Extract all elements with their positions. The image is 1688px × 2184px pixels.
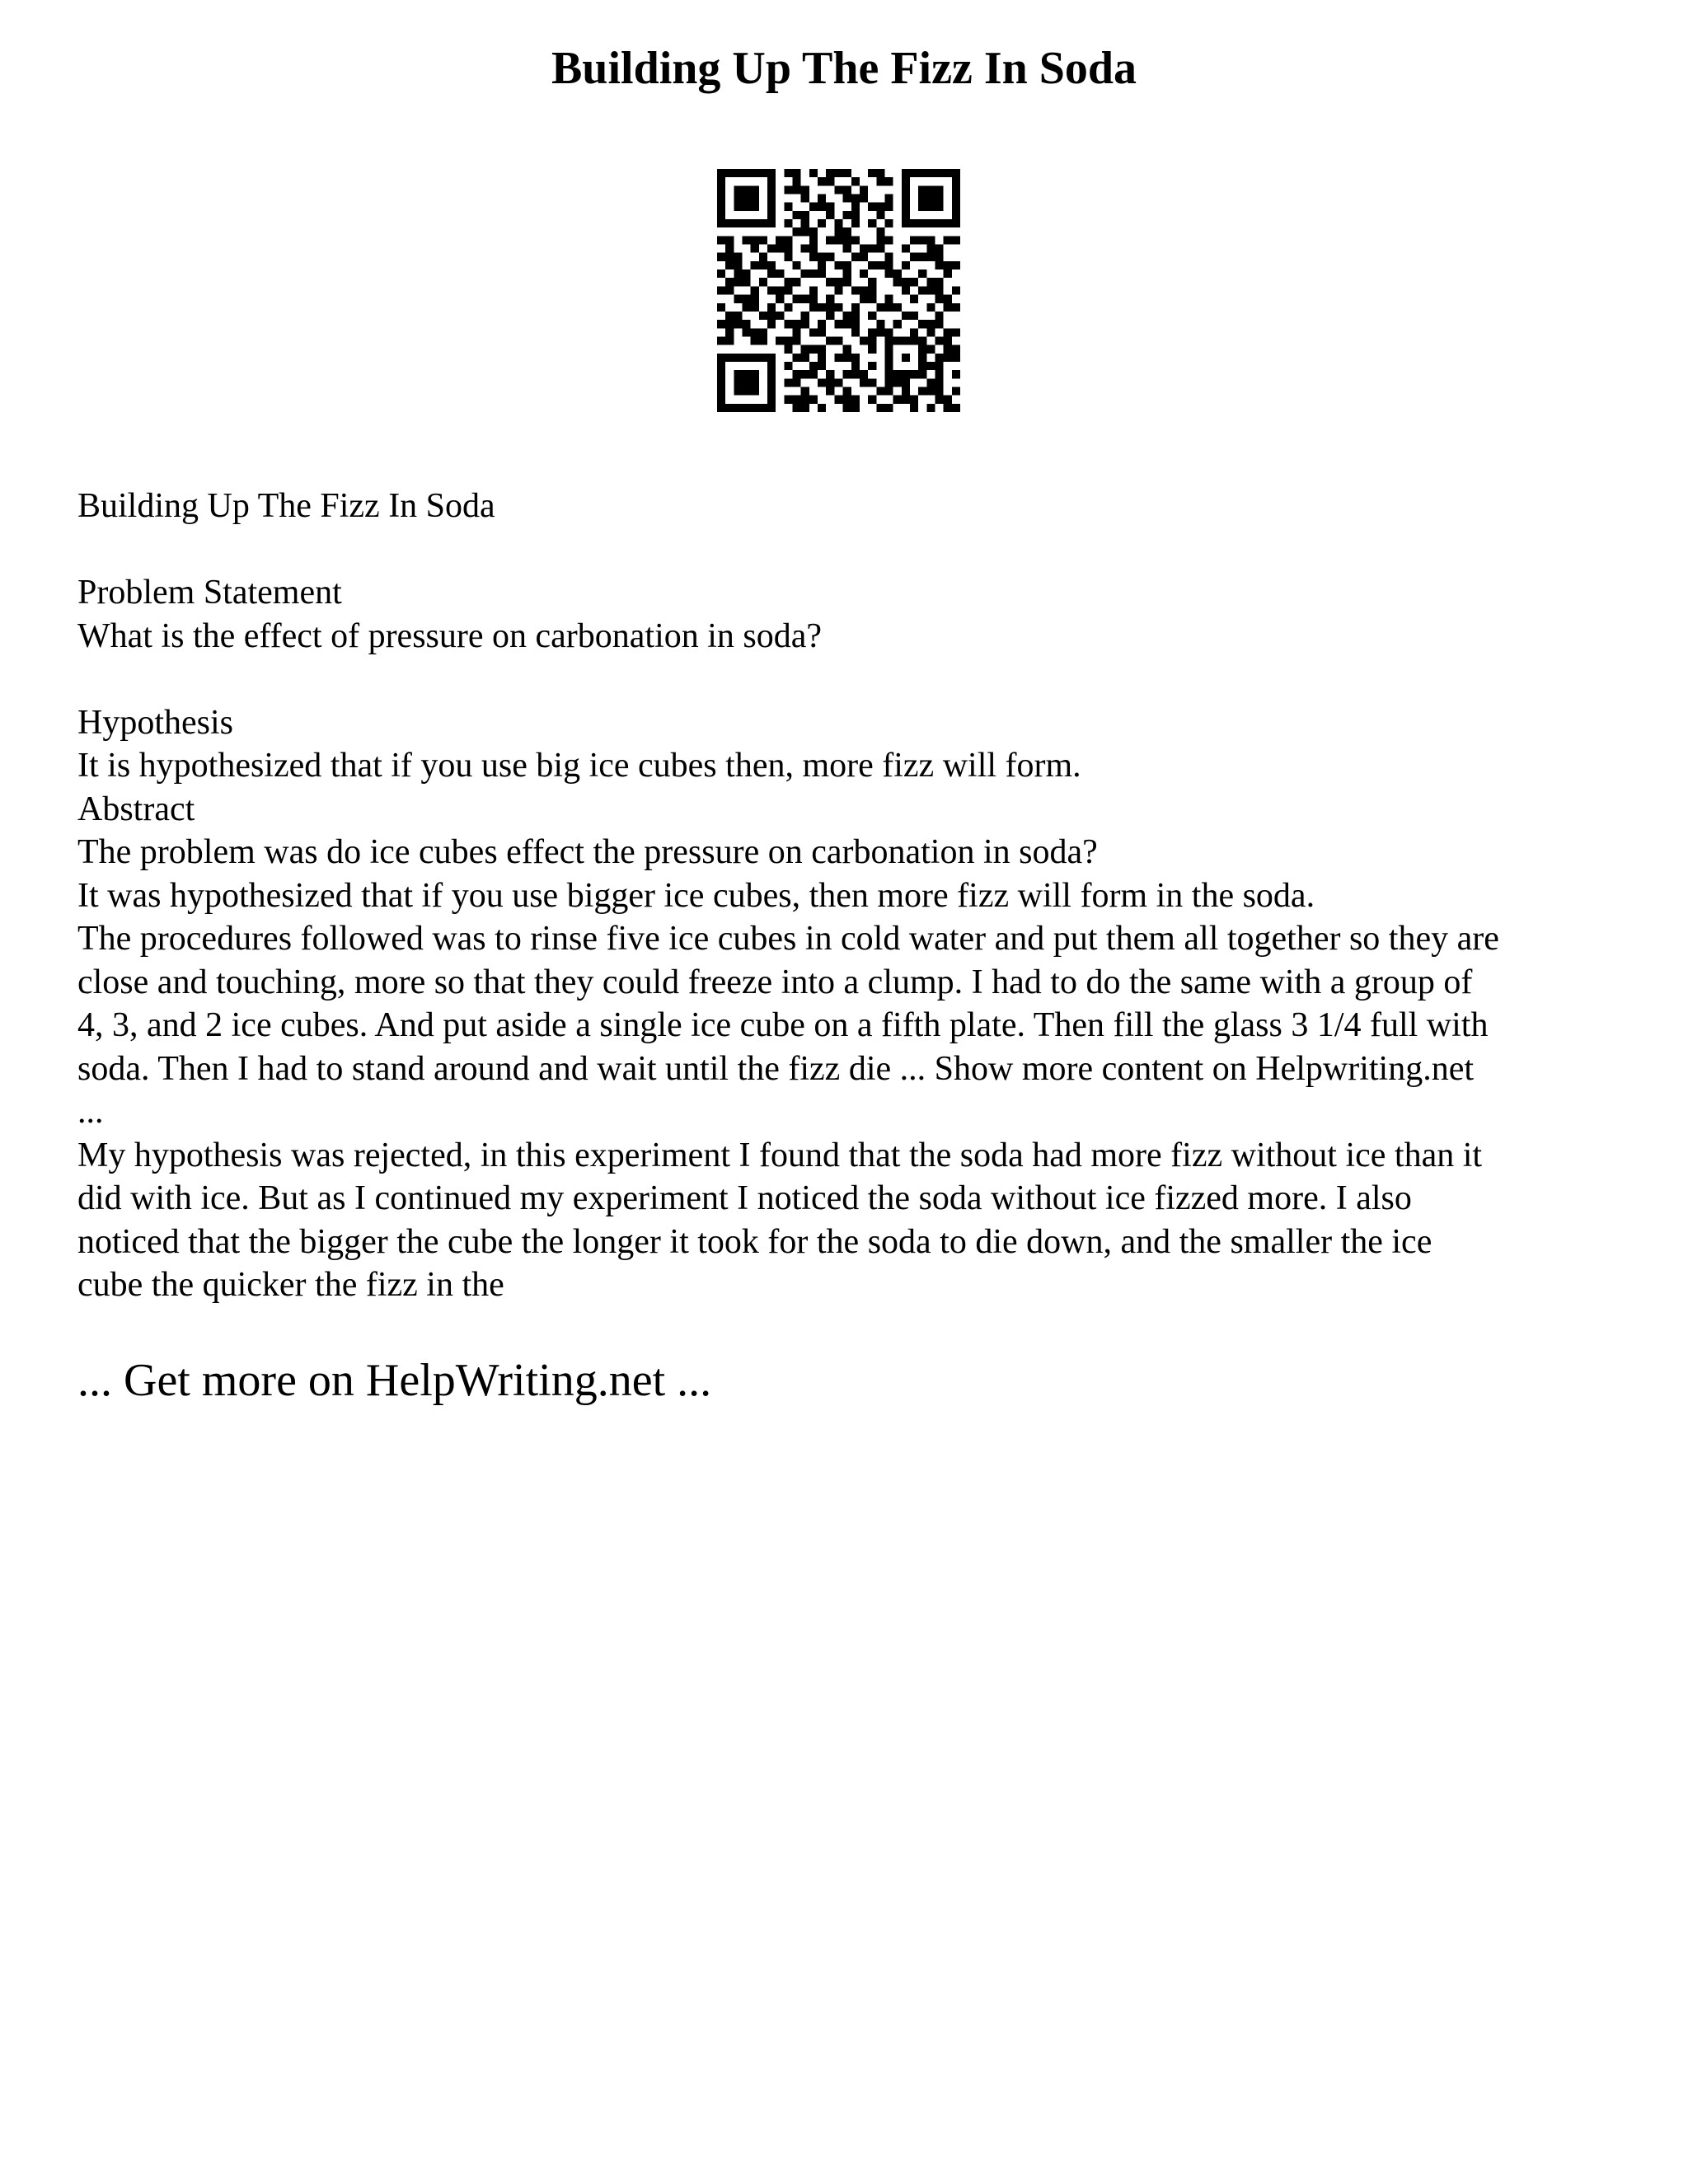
section-heading-hypothesis: Hypothesis: [77, 703, 233, 742]
abstract-text-line: The procedures followed was to rinse five ice cubes in cold water and put them all together so they are: [77, 920, 1499, 958]
abstract-text-line: The problem was do ice cubes effect the pressure on carbonation in soda?: [77, 833, 1098, 871]
blank-line: [77, 658, 1627, 701]
abstract-text-line: close and touching, more so that they could freeze into a clump. I had to do the same with a group of: [77, 963, 1473, 1001]
qr-code-icon: [717, 169, 960, 412]
document-title: Building Up The Fizz In Soda: [551, 43, 1137, 94]
problem-statement-text: What is the effect of pressure on carbonation in soda?: [77, 616, 823, 655]
get-more-link[interactable]: ... Get more on HelpWriting.net ...: [77, 1355, 712, 1406]
conclusion-text-line: did with ice. But as I continued my experiment I noticed the soda without ice fizzed more. I also: [77, 1179, 1412, 1217]
body-heading: Building Up The Fizz In Soda: [77, 487, 495, 525]
abstract-text-line-show-more: soda. Then I had to stand around and wait until the fizz die ... Show more content on Helpwriting.net: [77, 1049, 1475, 1088]
conclusion-text-line: My hypothesis was rejected, in this experiment I found that the soda had more fizz without ice than it: [77, 1136, 1483, 1174]
conclusion-text-line: noticed that the bigger the cube the longer it took for the soda to die down, and the smaller the ice: [77, 1222, 1432, 1261]
blank-line: [77, 528, 1627, 572]
conclusion-text-line: cube the quicker the fizz in the: [77, 1266, 504, 1304]
abstract-text-line: 4, 3, and 2 ice cubes. And put aside a single ice cube on a fifth plate. Then fill the glass 3 1/4 full with: [77, 1006, 1489, 1044]
section-heading-problem-statement: Problem Statement: [77, 574, 342, 612]
ellipsis-line: ...: [77, 1093, 104, 1131]
abstract-text-line: It was hypothesized that if you use bigger ice cubes, then more fizz will form in the soda.: [77, 876, 1315, 915]
section-heading-abstract: Abstract: [77, 790, 195, 828]
document-body: [77, 485, 1627, 1307]
hypothesis-text: It is hypothesized that if you use big ice cubes then, more fizz will form.: [77, 747, 1081, 785]
